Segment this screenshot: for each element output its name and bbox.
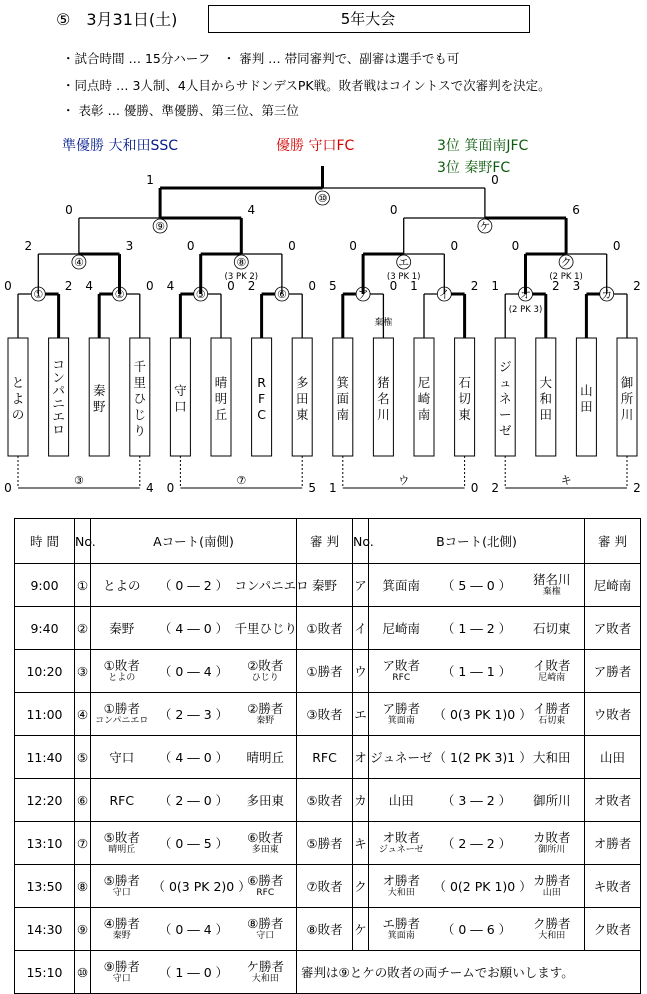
score-right: 2 bbox=[633, 481, 641, 495]
referee-a: ⑧敗者 bbox=[297, 908, 353, 951]
referee-b: ア勝者 bbox=[585, 650, 641, 693]
team-name-char: ニ bbox=[52, 396, 65, 411]
team-name-char: C bbox=[257, 407, 266, 422]
match-label: ① bbox=[33, 288, 44, 301]
team-left: ⑤敗者 bbox=[103, 830, 140, 845]
team-left: ア勝者 bbox=[382, 701, 420, 716]
referee-a: ⑤敗者 bbox=[297, 779, 353, 822]
team-name-char: 晴 bbox=[214, 375, 228, 390]
score-left: 0 bbox=[166, 481, 175, 495]
team-right: ②敗者 bbox=[247, 658, 284, 673]
team-right: 石切東 bbox=[532, 620, 571, 636]
team-name-char: ー bbox=[498, 407, 512, 422]
match-score: （ 4 ― 0 ） bbox=[158, 749, 229, 765]
team-name-char: 明 bbox=[214, 391, 228, 406]
team-right-sub: 秦野 bbox=[256, 716, 275, 726]
team-right-sub: 山田 bbox=[542, 888, 561, 898]
score-left: 3 bbox=[572, 279, 581, 293]
team-name-char: 田 bbox=[539, 407, 553, 422]
referee-b: オ勝者 bbox=[585, 822, 641, 865]
match-no-a: ① bbox=[75, 564, 91, 607]
score-left: 1 bbox=[491, 279, 500, 293]
match-no-b: キ bbox=[353, 822, 369, 865]
score-left: 1 bbox=[328, 481, 337, 495]
match-score: （ 0 ― 4 ） bbox=[158, 663, 229, 679]
time-cell: 10:20 bbox=[15, 650, 75, 693]
tournament-bracket bbox=[0, 150, 647, 500]
team-left: ⑤勝者 bbox=[103, 873, 140, 888]
match-score: （ 1 ― 0 ） bbox=[158, 964, 229, 980]
team-name-char: 田 bbox=[295, 391, 309, 406]
time-cell: 15:10 bbox=[15, 951, 75, 994]
team-left: ④勝者 bbox=[103, 916, 140, 931]
page-title: 5年大会 bbox=[340, 10, 396, 28]
schedule-header-row bbox=[15, 519, 641, 564]
team-right-sub: 石切東 bbox=[538, 716, 566, 726]
score-right: 2 bbox=[551, 279, 560, 293]
score-left: 0 bbox=[186, 239, 195, 253]
match-no-b: ア bbox=[353, 564, 369, 607]
match-label: ⑤ bbox=[195, 288, 206, 301]
score-left: 4 bbox=[85, 279, 94, 293]
pk-label: (3 PK 1) bbox=[386, 272, 421, 282]
team-right: 御所川 bbox=[532, 792, 571, 808]
team-left: 箕面南 bbox=[382, 577, 420, 593]
team-name-char: 南 bbox=[417, 407, 431, 422]
time-cell: 14:30 bbox=[15, 908, 75, 951]
match-score: （ 4 ― 0 ） bbox=[158, 620, 229, 636]
team-name-char: 野 bbox=[92, 399, 106, 414]
match-score: （ 0(3 PK 1)0 ） bbox=[433, 706, 532, 722]
table-row bbox=[15, 908, 641, 951]
score-right: 0 bbox=[470, 481, 479, 495]
time-cell: 11:00 bbox=[15, 693, 75, 736]
team-name-char: 崎 bbox=[417, 391, 431, 406]
table-row bbox=[15, 607, 641, 650]
match-no-b: ク bbox=[353, 865, 369, 908]
withdrawn-note: 棄権 bbox=[374, 318, 393, 328]
match-label: ⑥ bbox=[276, 288, 287, 301]
match-label: ウ bbox=[398, 474, 410, 487]
match-label: ⑧ bbox=[236, 256, 247, 269]
team-name-char: 御 bbox=[620, 375, 634, 390]
team-left: 秦野 bbox=[109, 620, 135, 636]
team-right-sub: 大和田 bbox=[538, 931, 566, 941]
rule-line-3: ・ 表彰 … 優勝、準優勝、第三位、第三位 bbox=[62, 103, 299, 118]
match-label: ケ bbox=[479, 220, 491, 233]
team-right: 晴明丘 bbox=[246, 749, 284, 765]
table-row bbox=[15, 779, 641, 822]
team-name-char: の bbox=[11, 407, 25, 422]
time-cell: 9:40 bbox=[15, 607, 75, 650]
result-third-2: 3位 秦野FC bbox=[437, 160, 511, 176]
time-cell: 13:10 bbox=[15, 822, 75, 865]
team-name-char: ロ bbox=[52, 422, 65, 437]
score-left: 0 bbox=[349, 239, 357, 253]
team-right: ⑥勝者 bbox=[247, 873, 284, 888]
match-label: ③ bbox=[73, 474, 84, 487]
team-name-char: ン bbox=[52, 370, 65, 385]
match-cell bbox=[369, 830, 584, 856]
team-name-char: り bbox=[133, 423, 147, 438]
team-name-char: 面 bbox=[336, 391, 350, 406]
score-right: 0 bbox=[288, 239, 296, 253]
match-label: イ bbox=[438, 288, 450, 301]
team-name-char: R bbox=[257, 375, 266, 390]
header-ref-b: 審 判 bbox=[585, 519, 641, 564]
match-label: キ bbox=[560, 474, 572, 487]
header-time: 時 間 bbox=[15, 519, 75, 564]
referee-a: 秦野 bbox=[297, 564, 353, 607]
team-name-char: 丘 bbox=[214, 407, 228, 422]
match-cell bbox=[91, 658, 296, 684]
header-ref-a: 審 判 bbox=[297, 519, 353, 564]
match-label: ⑩ bbox=[317, 192, 328, 205]
result-third-1: 3位 箕面南JFC bbox=[437, 138, 529, 154]
team-left-sub: ジュネーゼ bbox=[378, 845, 424, 855]
team-left: ①勝者 bbox=[103, 701, 140, 716]
score-right: 2 bbox=[470, 279, 479, 293]
team-right-sub: 守口 bbox=[256, 931, 275, 941]
rule-line-1: ・試合時間 … 15分ハーフ ・ 審判 … 帯同審判で、副審は選手でも可 bbox=[62, 51, 460, 66]
table-row bbox=[15, 693, 641, 736]
match-label: ② bbox=[114, 288, 125, 301]
team-right-sub: 大和田 bbox=[251, 974, 279, 984]
score-right: 0 bbox=[612, 239, 621, 253]
team-left: ア敗者 bbox=[382, 658, 420, 673]
match-cell bbox=[91, 916, 296, 942]
match-cell bbox=[369, 701, 584, 727]
team-right: イ敗者 bbox=[532, 658, 571, 673]
match-cell bbox=[91, 793, 296, 808]
team-name-char: 川 bbox=[377, 407, 390, 422]
team-name-char: 猪 bbox=[377, 375, 390, 390]
referee-a: ⑤勝者 bbox=[297, 822, 353, 865]
match-no-a: ⑨ bbox=[75, 908, 91, 951]
team-left-sub: とよの bbox=[108, 673, 136, 683]
match-cell bbox=[91, 701, 296, 727]
team-right: ②勝者 bbox=[247, 701, 284, 716]
match-cell bbox=[369, 916, 584, 942]
team-name-char: ひ bbox=[133, 391, 147, 406]
result-runner-up: 準優勝 大和田SSC bbox=[62, 138, 178, 154]
referee-a: ③敗者 bbox=[297, 693, 353, 736]
match-no-b: オ bbox=[353, 736, 369, 779]
match-score: （ 0(3 PK 2)0 ） bbox=[152, 878, 251, 894]
score-right: 0 bbox=[491, 173, 499, 187]
team-right-sub: 棄権 bbox=[542, 587, 561, 597]
team-name-char: 所 bbox=[620, 391, 634, 406]
time-cell: 13:50 bbox=[15, 865, 75, 908]
score-right: 0 bbox=[308, 279, 317, 293]
time-cell: 11:40 bbox=[15, 736, 75, 779]
team-right: イ勝者 bbox=[532, 701, 571, 716]
score-right: 2 bbox=[633, 279, 641, 293]
pk-label: (2 PK 1) bbox=[549, 272, 583, 282]
team-name-char: じ bbox=[133, 407, 147, 422]
score-right: 0 bbox=[389, 279, 398, 293]
match-label: オ bbox=[520, 288, 531, 301]
referee-b: ク敗者 bbox=[585, 908, 641, 951]
match-label: ⑦ bbox=[236, 474, 247, 487]
team-right: ク勝者 bbox=[532, 916, 571, 931]
referee-a: RFC bbox=[297, 736, 353, 779]
team-right-sub: RFC bbox=[256, 888, 275, 898]
referee-b: ア敗者 bbox=[585, 607, 641, 650]
match-score: （ 1 ― 2 ） bbox=[441, 620, 512, 636]
team-left: 山田 bbox=[388, 792, 414, 808]
match-no-a: ⑦ bbox=[75, 822, 91, 865]
header-court-a: Aコート(南側) bbox=[91, 519, 297, 564]
score-right: 5 bbox=[308, 481, 317, 495]
final-row bbox=[15, 951, 641, 994]
pk-label: (3 PK 2) bbox=[224, 272, 259, 282]
referee-b: 山田 bbox=[585, 736, 641, 779]
score-left: 2 bbox=[24, 239, 33, 253]
header-no-a: No. bbox=[75, 519, 91, 564]
team-left-sub: 守口 bbox=[112, 974, 131, 984]
table-row bbox=[15, 865, 641, 908]
match-no-b: カ bbox=[353, 779, 369, 822]
score-right: 4 bbox=[145, 481, 154, 495]
referee-b: オ敗者 bbox=[585, 779, 641, 822]
team-name-char: 秦 bbox=[92, 383, 106, 398]
team-name-char: 山 bbox=[580, 383, 593, 398]
referee-b: ウ敗者 bbox=[585, 693, 641, 736]
match-cell bbox=[91, 830, 296, 856]
pk-label: (2 PK 3) bbox=[508, 305, 543, 315]
team-name-char: 多 bbox=[295, 375, 309, 390]
team-name-char: 東 bbox=[458, 407, 471, 422]
match-cell bbox=[91, 873, 296, 899]
team-name-char: 箕 bbox=[336, 375, 350, 390]
header-no-b: No. bbox=[353, 519, 369, 564]
team-left-sub: 晴明丘 bbox=[108, 845, 136, 855]
table-row bbox=[15, 650, 641, 693]
match-cell bbox=[369, 873, 584, 899]
score-left: 5 bbox=[328, 279, 337, 293]
team-name-char: エ bbox=[52, 409, 65, 424]
team-name-char: ネ bbox=[498, 391, 512, 406]
score-left: 0 bbox=[4, 481, 12, 495]
team-name-char: ュ bbox=[498, 375, 512, 390]
score-right: 6 bbox=[572, 203, 580, 217]
match-no-a: ⑧ bbox=[75, 865, 91, 908]
team-left-sub: 箕面南 bbox=[387, 716, 415, 726]
team-right: コンパニエロ bbox=[234, 577, 309, 593]
time-cell: 9:00 bbox=[15, 564, 75, 607]
team-right: 猪名川 bbox=[532, 572, 571, 587]
result-winner: 優勝 守口FC bbox=[276, 138, 355, 154]
match-no-b: ケ bbox=[353, 908, 369, 951]
match-cell bbox=[369, 658, 584, 684]
match-score: （ 0 ― 5 ） bbox=[158, 835, 229, 851]
match-label: エ bbox=[398, 256, 410, 269]
match-no-b: ウ bbox=[353, 650, 369, 693]
team-left: ジュネーゼ bbox=[370, 749, 433, 765]
team-right: 千里ひじり bbox=[234, 620, 298, 636]
score-left: 1 bbox=[410, 279, 418, 293]
team-name-char: と bbox=[11, 375, 25, 390]
team-right: ⑥敗者 bbox=[247, 830, 284, 845]
score-right: 0 bbox=[450, 239, 459, 253]
final-referee-note: 審判は⑨とケの敗者の両チームでお願いします。 bbox=[297, 951, 641, 994]
score-right: 3 bbox=[125, 239, 134, 253]
team-name-char: 和 bbox=[539, 391, 553, 406]
team-right-sub: ひじり bbox=[251, 673, 279, 683]
team-name-char: 南 bbox=[336, 407, 350, 422]
match-score: （ 2 ― 3 ） bbox=[158, 706, 229, 722]
team-left-sub: RFC bbox=[392, 673, 411, 683]
team-left-sub: コンパニエロ bbox=[95, 716, 149, 726]
team-name-char: よ bbox=[11, 391, 25, 406]
table-row bbox=[15, 736, 641, 779]
match-score: （ 0 ― 6 ） bbox=[441, 921, 512, 937]
match-label: ア bbox=[357, 288, 369, 301]
score-left: 0 bbox=[389, 203, 398, 217]
match-label: ④ bbox=[73, 256, 84, 269]
team-right-sub: 多田東 bbox=[251, 845, 279, 855]
match-score: （ 0(2 PK 1)0 ） bbox=[433, 878, 532, 894]
team-left: オ勝者 bbox=[382, 873, 420, 888]
referee-a: ⑦敗者 bbox=[297, 865, 353, 908]
match-no-b: イ bbox=[353, 607, 369, 650]
match-score: （ 5 ― 0 ） bbox=[441, 577, 512, 593]
team-right-sub: 尼崎南 bbox=[538, 673, 566, 683]
team-right: 多田東 bbox=[246, 792, 284, 808]
team-left: エ勝者 bbox=[382, 916, 420, 931]
match-cell bbox=[369, 793, 584, 808]
match-cell bbox=[369, 621, 584, 636]
match-score: （ 2 ― 0 ） bbox=[158, 792, 229, 808]
match-score: （ 3 ― 2 ） bbox=[441, 792, 512, 808]
team-name-char: ジ bbox=[498, 359, 512, 374]
match-score: （ 1(2 PK 3)1 ） bbox=[433, 749, 532, 765]
header-date: ⑤ 3月31日(土) bbox=[56, 10, 178, 29]
team-name-char: 田 bbox=[580, 399, 593, 414]
match-cell bbox=[91, 577, 309, 593]
score-left: 2 bbox=[491, 481, 500, 495]
match-cell bbox=[91, 750, 296, 765]
team-name-char: コ bbox=[52, 357, 65, 372]
score-right: 0 bbox=[227, 279, 235, 293]
team-left-sub: 秦野 bbox=[112, 931, 131, 941]
referee-a: ①敗者 bbox=[297, 607, 353, 650]
team-left-sub: 大和田 bbox=[387, 888, 415, 898]
match-cell bbox=[369, 572, 584, 598]
team-name-char: パ bbox=[52, 383, 65, 398]
team-left-sub: 守口 bbox=[112, 888, 131, 898]
team-left: RFC bbox=[109, 792, 135, 808]
match-cell bbox=[91, 621, 296, 636]
match-label: ク bbox=[560, 256, 572, 269]
score-left: 0 bbox=[4, 279, 12, 293]
team-left: 守口 bbox=[109, 749, 135, 765]
team-left: とよの bbox=[102, 577, 141, 593]
referee-a: ①勝者 bbox=[297, 650, 353, 693]
team-name-char: 尼 bbox=[417, 375, 431, 390]
score-left: 0 bbox=[65, 203, 73, 217]
rule-line-2: ・同点時 … 3人制、4人目からサドンデスPK戦。敗者戦はコイントスで次審判を決定。 bbox=[62, 78, 551, 93]
team-name-char: 里 bbox=[133, 375, 147, 390]
header-court-b: Bコート(北側) bbox=[369, 519, 585, 564]
match-no-a: ⑥ bbox=[75, 779, 91, 822]
score-right: 0 bbox=[145, 279, 154, 293]
team-name-char: 大 bbox=[539, 375, 553, 390]
match-score: （ 0 ― 2 ） bbox=[158, 577, 229, 593]
match-score: （ 0 ― 4 ） bbox=[158, 921, 229, 937]
team-left: ①敗者 bbox=[103, 658, 140, 673]
team-name-char: ゼ bbox=[498, 423, 512, 438]
team-name-char: 切 bbox=[458, 391, 471, 406]
match-score: （ 2 ― 2 ） bbox=[441, 835, 512, 851]
match-score: （ 1 ― 1 ） bbox=[441, 663, 512, 679]
team-left: 尼崎南 bbox=[382, 620, 420, 636]
match-label: カ bbox=[601, 288, 613, 301]
team-name-char: 東 bbox=[295, 407, 309, 422]
team-right: カ勝者 bbox=[532, 873, 571, 888]
match-no-a: ② bbox=[75, 607, 91, 650]
score-left: 0 bbox=[511, 239, 520, 253]
score-right: 2 bbox=[64, 279, 73, 293]
team-name-char: 川 bbox=[620, 407, 634, 422]
team-left-sub: 箕面南 bbox=[387, 931, 415, 941]
team-name-char: 守 bbox=[174, 383, 187, 398]
team-right: 大和田 bbox=[532, 749, 571, 765]
final-match-cell bbox=[91, 959, 296, 985]
match-label: ⑨ bbox=[155, 220, 166, 233]
table-row bbox=[15, 822, 641, 865]
score-right: 4 bbox=[247, 203, 256, 217]
match-no-a: ④ bbox=[75, 693, 91, 736]
team-name-char: 石 bbox=[458, 375, 471, 390]
match-no-a: ③ bbox=[75, 650, 91, 693]
team-name-char: F bbox=[257, 391, 266, 406]
score-left: 1 bbox=[146, 173, 154, 187]
time-cell: 12:20 bbox=[15, 779, 75, 822]
team-right-sub: 御所川 bbox=[538, 845, 566, 855]
team-right: ケ勝者 bbox=[246, 959, 284, 974]
team-name-char: 千 bbox=[133, 359, 147, 374]
match-no-b: エ bbox=[353, 693, 369, 736]
team-name-char: 口 bbox=[174, 399, 187, 414]
score-left: 2 bbox=[247, 279, 256, 293]
team-left: オ敗者 bbox=[382, 830, 420, 845]
match-cell bbox=[369, 750, 584, 765]
match-no-final: ⑩ bbox=[75, 951, 91, 994]
team-right: ⑧勝者 bbox=[247, 916, 284, 931]
match-no-a: ⑤ bbox=[75, 736, 91, 779]
schedule-table bbox=[14, 518, 641, 994]
score-left: 4 bbox=[166, 279, 175, 293]
referee-b: キ敗者 bbox=[585, 865, 641, 908]
team-left: ⑨勝者 bbox=[103, 959, 140, 974]
table-row bbox=[15, 564, 641, 607]
team-right: カ敗者 bbox=[532, 830, 571, 845]
referee-b: 尼崎南 bbox=[585, 564, 641, 607]
team-name-char: 名 bbox=[377, 391, 390, 406]
